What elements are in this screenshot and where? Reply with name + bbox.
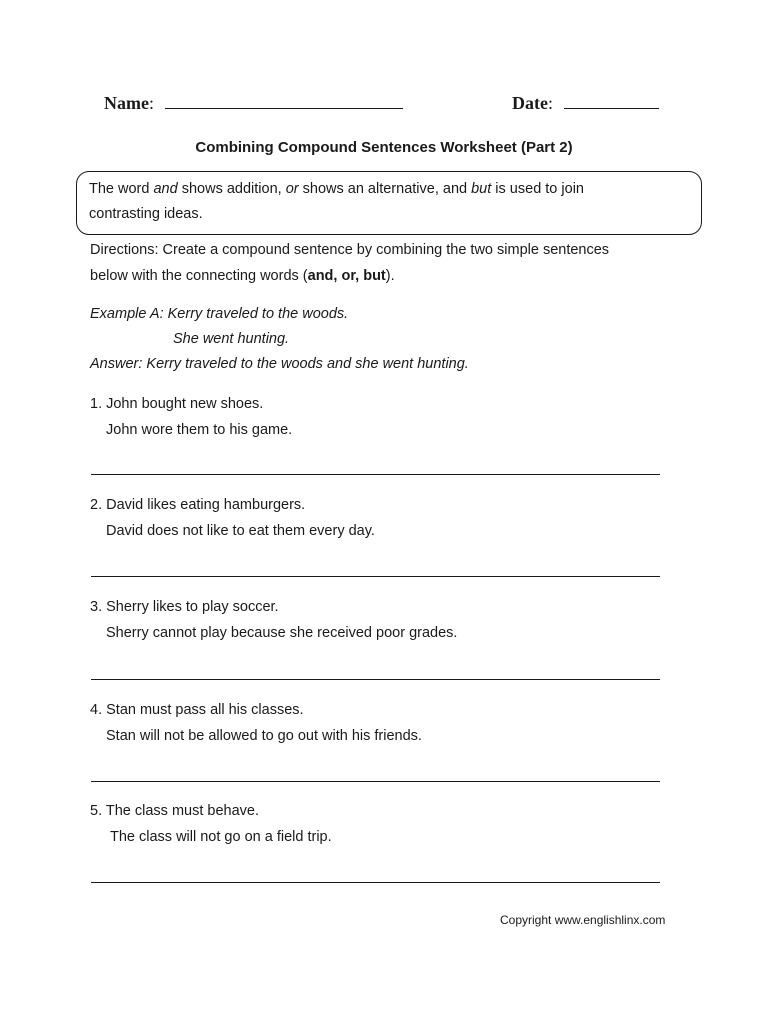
intro-line-1: The word and shows addition, or shows an alternative, and but is used to join [89,181,584,197]
question-4-line-1: 4. Stan must pass all his classes. [90,702,304,718]
answer-line-5[interactable] [91,882,660,883]
question-1-line-1: 1. John bought new shoes. [90,396,264,412]
question-3-line-2: Sherry cannot play because she received poor grades. [106,625,458,641]
question-5-line-2: The class will not go on a field trip. [110,829,332,845]
question-1-line-2: John wore them to his game. [106,422,293,438]
answer-line-3[interactable] [91,679,660,680]
example-line-2: She went hunting. [173,331,290,347]
directions-line-2: below with the connecting words (and, or, but). [90,268,395,284]
directions-line-1: Directions: Create a compound sentence by combining the two simple sentences [90,242,610,258]
date-label: Date [512,93,548,113]
worksheet-title: Combining Compound Sentences Worksheet (Part 2) [195,139,573,156]
answer-line-1[interactable] [91,474,660,475]
name-input-line[interactable] [165,92,403,109]
keyword-but: but [471,181,492,197]
connecting-words: and, or, but [307,268,386,284]
question-4-line-2: Stan will not be allowed to go out with his friends. [106,728,422,744]
example-answer: Answer: Kerry traveled to the woods and she went hunting. [90,356,469,372]
date-field: Date: [512,92,659,114]
date-input-line[interactable] [564,92,659,109]
copyright-notice: Copyright www.englishlinx.com [500,913,666,927]
keyword-or: or [285,181,299,197]
answer-line-2[interactable] [91,576,660,577]
keyword-and: and [153,181,178,197]
example-line-1: Example A: Kerry traveled to the woods. [90,306,349,322]
name-field: Name: [104,92,403,114]
intro-line-2: contrasting ideas. [89,206,203,222]
name-label: Name [104,93,149,113]
question-3-line-1: 3. Sherry likes to play soccer. [90,599,279,615]
question-2-line-2: David does not like to eat them every day. [106,523,375,539]
answer-line-4[interactable] [91,781,660,782]
question-5-line-1: 5. The class must behave. [90,803,259,819]
question-2-line-1: 2. David likes eating hamburgers. [90,497,306,513]
